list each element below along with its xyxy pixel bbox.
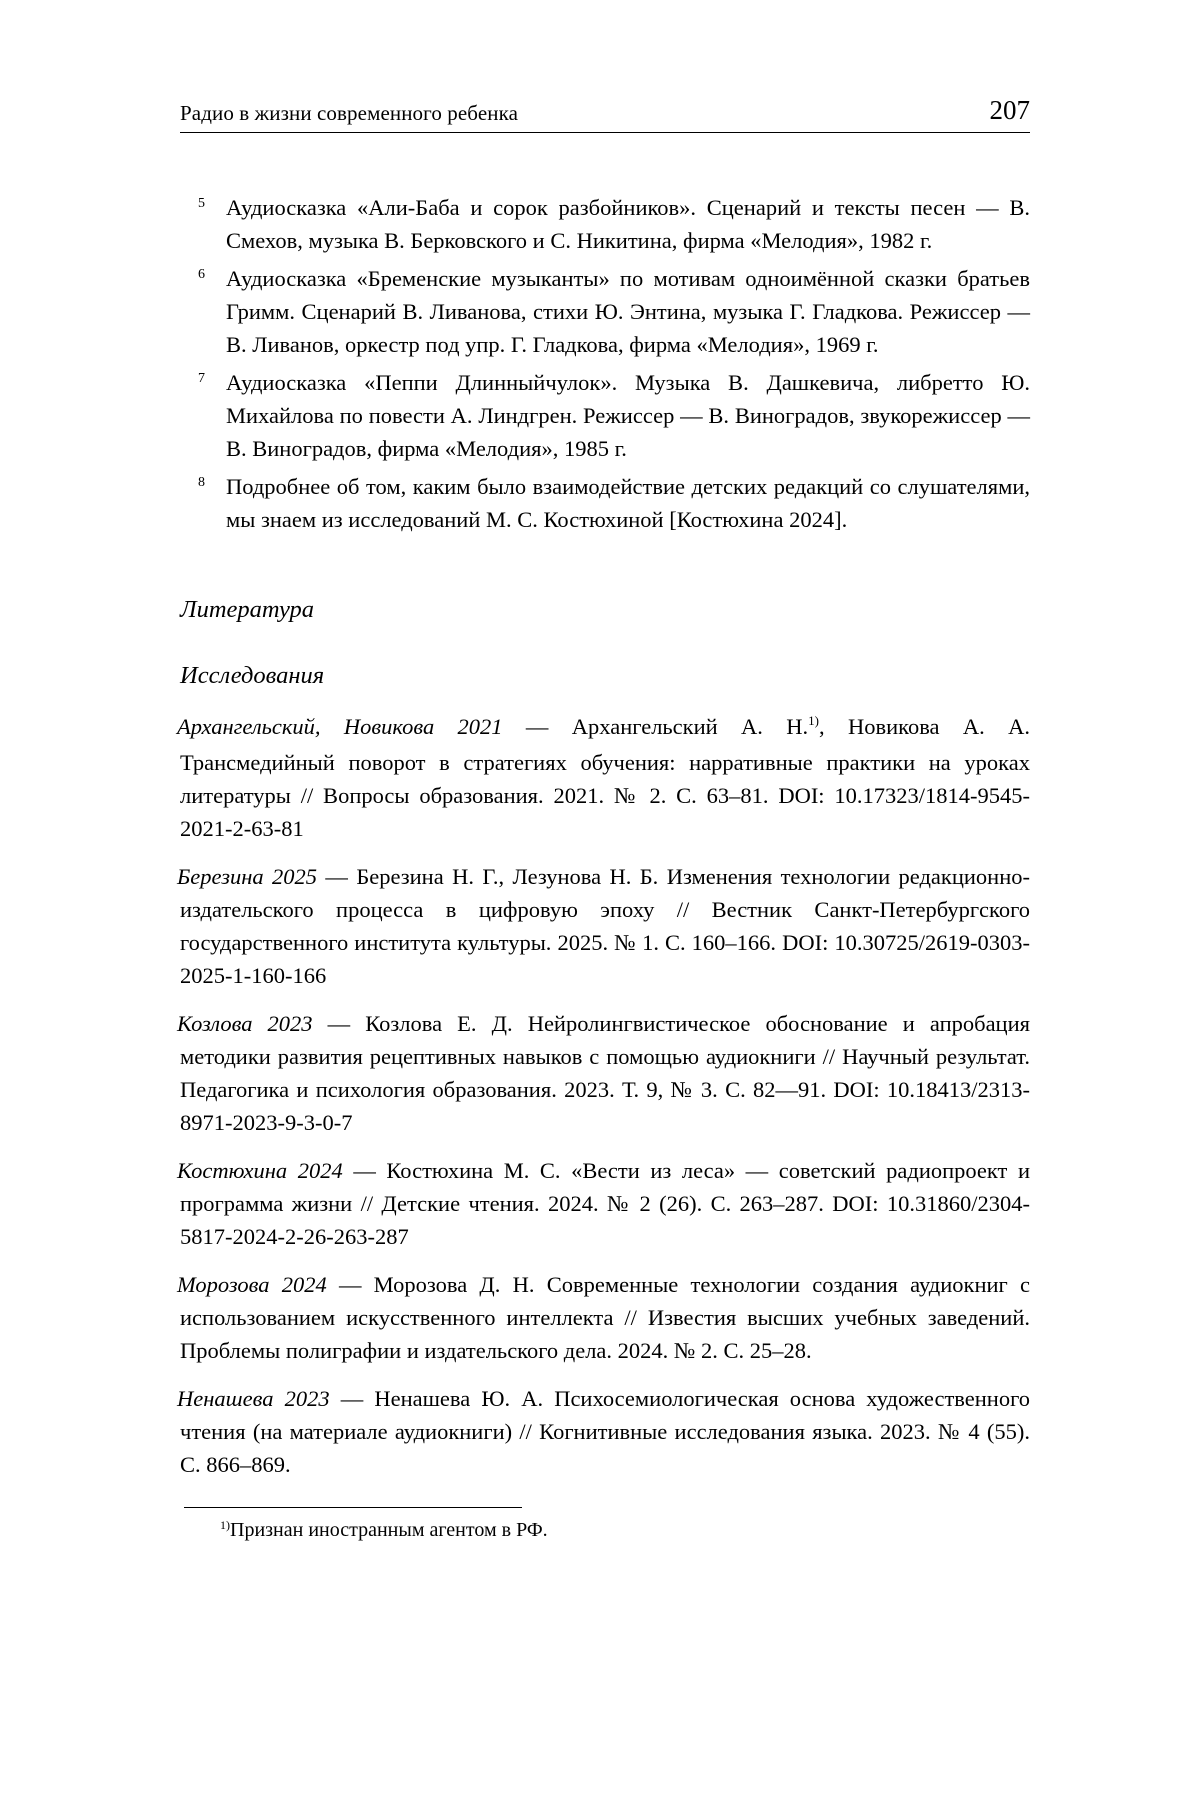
endnote-number: 8 (198, 475, 205, 490)
endnote-number: 6 (198, 267, 205, 282)
footnote-mark: 1) (220, 1518, 230, 1532)
endnote (180, 262, 1030, 361)
reference-key: Морозова 2024 (177, 1272, 327, 1297)
reference-key: Козлова 2023 (177, 1011, 313, 1036)
reference-key: Ненашева 2023 (177, 1386, 330, 1411)
endnote-text: Аудиосказка «Бременские музыканты» по мотивам одноимённой сказки братьев Гримм. Сценарий В. Ливанова, стихи Ю. Энтина, музыка Г. Гладкова. Режиссер — В. Ливанов, оркестр под упр. Г. Гладкова, фирма «Мелодия», 1969 г. (226, 266, 1030, 357)
reference-lead: — Архангельский А. Н. (502, 714, 809, 739)
endnote-text: Подробнее об том, каким было взаимодействие детских редакций со слушателями, мы знаем из исследований М. С. Костюхиной [Костюхина 2024]. (226, 474, 1030, 532)
reference-text: — Ненашева Ю. А. Психосемиологическая основа художественного чтения (на материале аудиокниги) // Когнитивные исследования языка. 2023. № 4 (55). С. 866–869. (180, 1386, 1031, 1477)
reference-item (177, 1382, 1031, 1481)
endnote-text: Аудиосказка «Пеппи Длинныйчулок». Музыка В. Дашкевича, либретто Ю. Михайлова по повести А. Линдгрен. Режиссер — В. Виноградов, звукорежиссер — В. Виноградов, фирма «Мелодия», 1985 г. (226, 370, 1030, 461)
reference-key: Костюхина 2024 (177, 1158, 343, 1183)
footnote-text: Признан иностранным агентом в РФ. (230, 1519, 548, 1541)
reference-text: , Новикова А. А. Трансмедийный поворот в стратегиях обучения: нарративные практики на уроках литературы // Вопросы образования. 2021. № 2. С. 63–81. DOI: 10.17323/1814-9545-2021-2-63-81 (180, 714, 1030, 841)
running-header (180, 95, 1030, 133)
page (177, 95, 1031, 1546)
reference-list (177, 710, 1031, 1481)
reference-item (177, 1154, 1030, 1253)
endnote-number: 7 (198, 371, 205, 386)
endnote (180, 191, 1030, 257)
reference-text: — Морозова Д. Н. Современные технологии создания аудиокниг с использованием искусственного интеллекта // Известия высших учебных заведений. Проблемы полиграфии и издательского дела. 2024. № 2. С. 25–28. (180, 1272, 1030, 1363)
endnote-number: 5 (198, 196, 205, 211)
reference-item (177, 1268, 1030, 1367)
reference-item (177, 860, 1030, 992)
footnote (220, 1516, 1030, 1546)
endnotes (180, 191, 1030, 536)
endnote (180, 470, 1030, 536)
endnote (180, 366, 1030, 465)
reference-text: — Костюхина М. С. «Вести из леса» — советский радиопроект и программа жизни // Детские чтения. 2024. № 2 (26). С. 263–287. DOI: 10.31860/2304-5817-2024-2-26-263-287 (180, 1158, 1030, 1249)
footnote-marker: 1) (808, 713, 819, 728)
reference-text: — Березина Н. Г., Лезунова Н. Б. Изменения технологии редакционно-издательского процесса в цифровую эпоху // Вестник Санкт-Петербургского государственного института культуры. 2025. № 1. С. 160–166. DOI: 10.30725/2619-0303-2025-1-160-166 (180, 864, 1030, 988)
reference-item (177, 1007, 1030, 1139)
reference-key: Березина 2025 (177, 864, 318, 889)
literature-heading: Литература (180, 596, 315, 623)
endnote-text: Аудиосказка «Али-Баба и сорок разбойников». Сценарий и тексты песен — В. Смехов, музыка В. Берковского и С. Никитина, фирма «Мелодия», 1982 г. (226, 195, 1030, 253)
reference-item (177, 710, 1030, 845)
page-number: 207 (989, 95, 1030, 125)
running-title: Радио в жизни современного ребенка (180, 101, 518, 125)
footnote-divider (184, 1507, 522, 1508)
research-heading: Исследования (180, 662, 325, 689)
reference-text: — Козлова Е. Д. Нейролингвистическое обоснование и апробация методики развития рецептивных навыков с помощью аудиокниги // Научный результат. Педагогика и психология образования. 2023. Т. 9, № 3. С. 82—91. DOI: 10.18413/2313-8971-2023-9-3-0-7 (180, 1011, 1030, 1135)
reference-key: Архангельский, Новикова 2021 (177, 714, 503, 739)
